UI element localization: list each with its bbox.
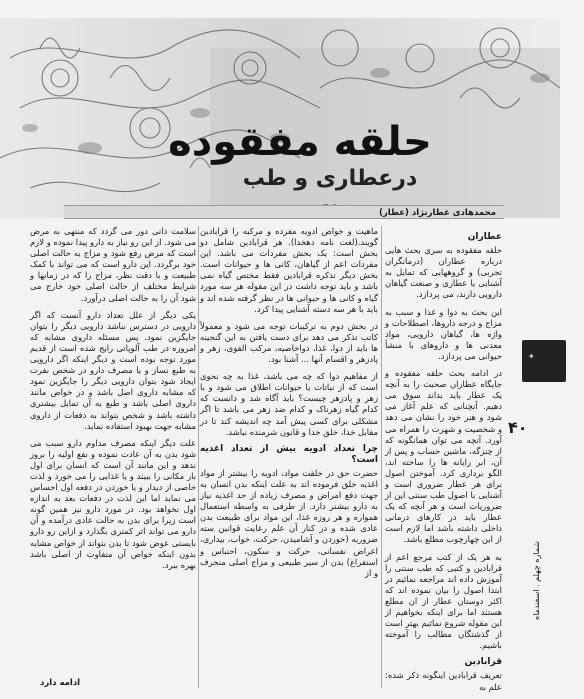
paragraph: حضرت حق در خلقت مواد، ادویه را بیشتر از مواد اغذیه خلق فرموده اند به علت اینکه بدن انسان به جهت دفع امراض و مصرف زیاده از حد اغذیه نیاز به دارو بیشتر دارد. از طرفی به واسطه استعمال همواره و هر روزه غذا، این مواد برای طبیعت بدن عادی شده و در کنار آن علم رعایت قوانین سته ضروریه (خوردن و آشامیدن، حرکت، خواب، بیداری، اعراض نفسانی، حرکت و سکون، احتباس و استفراغ) بدن از سیر طبیعی و مزاج اصلی منحرف و از [200,467,378,578]
page-number: ۴۰ [508,418,528,437]
paragraph: در ادامه بحث حلقه مفقوده و جایگاه عطاران صحبت را به آنچه یک عطار باید بداند سوق می دهیم. آنچنانی که علم آغاز می شود و هنر خود را نشان می دهد و شخصیت و شهرت را همراه می آورد. آنچه می توان همانگونه که از چنزگه، ماشین حساب و پس از آن، ابر رایانه ها را ساخته اند، الگو برداری کرد. آموختن اصول برای هر عطار ضروری است و آشنایی با اصول طب سنتی این از ضروریات است و هر آنچه که یک عطار باید در کارهای درمانی داخلی داشته باشد اما لازم است از این چهارچوب مطلع باشد. [385,368,502,545]
marker-icon: ✦ [528,352,535,361]
paragraph: به هر یک از کتب مرجع اعم از قرابادین و کتبی که طب سنتی را آموزش داده اند مراجعه نمائیم در ابتدا اصول را بیان نموده اند که اکثر دوستان عطار از ان مطلع هستند اما برای اینکه بخواهیم از این مقوله شروع نمائیم بهتر است از گذشتگان مطالب را آموخته باشیم. [385,551,502,651]
page-subtitle: درعطاری و طب [242,166,418,191]
section-heading: چرا تعداد ادویه بیش از تعداد اغذیه است؟ [200,443,378,465]
article-column-3 [30,226,196,577]
article-column-2 [200,226,378,585]
issue-label-text: شماره چهلم . اسفندماه [532,540,541,620]
section-heading: عطاران [467,232,502,242]
paragraph: حلقه مفقوده به سری بحث هایی درباره عطاران (درمانگران تجربی) و گروههایی که تمایل به آشنایی با عطاری و صنعت گیاهان دارویی دارند، می پردازد. [385,245,502,300]
paragraph: در بخش دوم به ترکیبات توجه می شود و معمولاً کاتب تذکر می دهد برای دست یافتن به این گنجینه ها باید از دوا، غذا، دواخاصیه، مرکب القوی، زهر و پادزهر و اقسام آنها ... آشنا بود. [200,320,378,365]
paragraph: یکی دیگر از علل تعداد دارو آنست که اگر دارویی در دسترس نباشد دارویی دیگر را بتوان جایگزین نمود. پس مسئله داروی مشابه که امروزه در طب آلوپاتی رایج شده است از قدیم مورد توجه بوده است و دیگر اینکه اگر دارویی به طبع نساز و یا مصرف دارو در شخص نفرت ایجاد شود بتوان دارویی دیگر را جایگزین نمود که مشابه داروی اصل باشد و در خواص مانند داروی اصلی باشد و طبع به آن تمایل بیشتری داشته باشد و شخص بتواند به دفعات از داروی مشابه جهت بهبود استفاده نماید. [30,309,196,431]
column-divider [381,226,382,688]
paragraph: سلامت ذاتی دور می گردد که منتهی به مرض می شود. از این رو نیاز به دارو پیدا نموده و لازم است که مرض رفع شود و مزاج به حالت اصلی خود برگردد. این دارو است که می تواند با کمک طبیعت و با دقت نظر، مزاج را که در زمانها و شرایط مختلف از حالت اصلی خود خارج می شود آن را به حالت اصلی درآورد. [30,226,196,303]
page-title: حلقه مفقوده [168,119,432,165]
paragraph: تعریف قرابادین اینگونه ذکر شده: علم به [385,670,502,692]
ornamental-banner [0,18,560,218]
paragraph: از مفاهیم دوا که چه می باشد، غذا به چه نحوی است که از نباتات یا حیوانات اطلاق می شود و با زهر و پادزهر چیست؟ باید آگاه شد و دانست که کدام گیاه زهرناک و کدام ضد زهر می باشد تا اگر مشکلی برای کسی پیش آمد چه اندیشه کند تا در مقابل خدا، خلق خدا و قانون شرمنده نباشد. [200,371,378,437]
column-divider [198,226,199,688]
continued-note: ادامه دارد [40,678,81,688]
paragraph: ماهیت و خواص ادویه مفرده و مرکبه را قرابادین گویند.(لغت نامه دهخدا). هر قرابادین شامل دو بخش است: یک بخش مفردات می باشد. این مفردات اعم از گیاهان، کانی ها و حیوانات است. بخش دیگر تذکره قرابادین فقط مختص گیاه نمی باشد و باید توجه داشت در این مقوله هر سه مورد گیاه و کانی ها و حیوانی ها در نظر گرفته شده اند و باید با هر سه دسته آشنایی پیدا کرد. [200,226,378,314]
paragraph: علت دیگر اینکه مصرف مداوم دارو سبب می شود بدن به آن عادت نموده و نفع اولیه را بروز ندهد و این مانند آن است که انسان برای اول بار مکانی را ببیند و یا غذایی را می خورد و لذت خاصی از دیدار و یا خوردن در دفعه اول احساس می نماید اما این لذت در دفعات بعد به اندازه اول نخواهد بود. در مورد دارو نیز همین گونه است زیرا برای بدن به حالت عادی درآمده و آن دارو می تواند اثر کمتری بگذارد و ازاین رو دارو بایستی عوض شود تا بدن بتواند از خواص مشابه بدون اینکه خواص آن متفاوت از اصلی باشد بهره ببرد. [30,437,196,570]
issue-label [532,420,546,630]
section-heading: قرابادین [464,657,502,668]
article-column-1 [385,226,502,699]
paragraph: این بحث به دوا و غذا و سبب به مزاج و درجه داروها، اصطلاحات و واژه ها، گیاهان دارویی، مواد معدنی ها و داروهای با منشأ حیوانی می پردازد. [385,306,502,361]
section-marker [522,340,566,382]
author-byline: محمدهادی عطارنژاد (عطار) [64,205,504,219]
